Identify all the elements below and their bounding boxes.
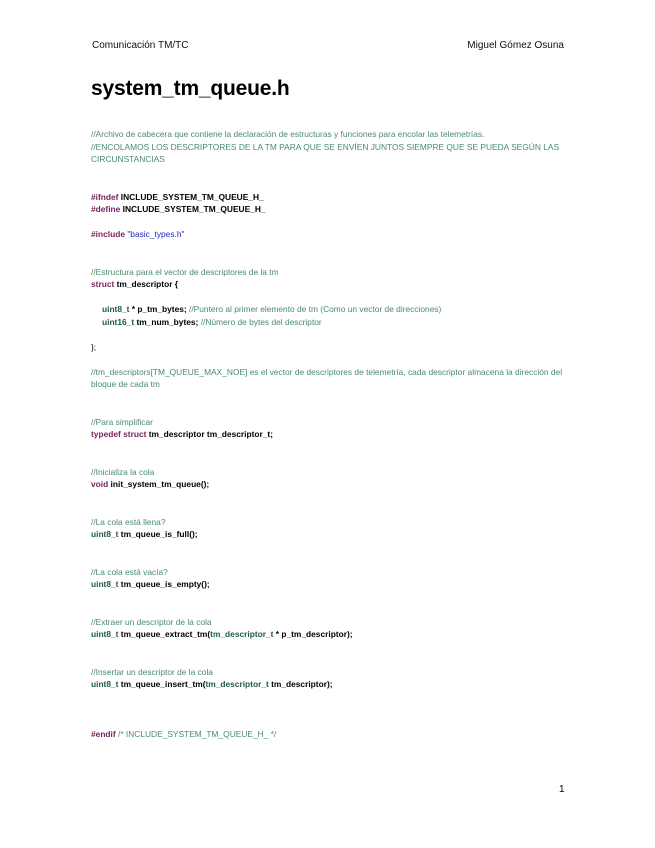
- type-name: tm_descriptor_t: [205, 679, 269, 689]
- type-name: tm_descriptor_t: [210, 629, 274, 639]
- code-line: [91, 278, 571, 291]
- inline-comment: //Número de bytes del descriptor: [200, 316, 322, 327]
- keyword: void: [91, 479, 109, 489]
- comment-line: //Archivo de cabecera que contiene la declaración de estructuras y funciones para encolar las telemetrías.: [91, 129, 485, 139]
- identifier: INCLUDE_SYSTEM_TM_QUEUE_H_: [122, 204, 266, 214]
- code-line: [91, 191, 571, 204]
- code-line: [91, 528, 571, 541]
- comment-line: //Para simplificar: [91, 416, 153, 427]
- code-line: [91, 728, 571, 741]
- identifier: tm_queue_is_empty();: [120, 579, 210, 589]
- code-line: [91, 303, 571, 316]
- keyword: struct: [91, 279, 115, 289]
- code-line: [91, 203, 571, 216]
- code-line: [91, 578, 571, 591]
- inline-comment: //Puntero al primer elemento de tm (Como un vector de direcciones): [189, 304, 442, 314]
- header-left: Comunicación TM/TC: [92, 40, 189, 51]
- code-line: [91, 678, 571, 691]
- comment-line: //Inicializa la cola: [91, 466, 155, 477]
- keyword: #include: [91, 229, 125, 239]
- type-name: uint16_t: [102, 316, 135, 327]
- identifier: * p_tm_bytes;: [131, 304, 187, 314]
- document-title: system_tm_queue.h: [91, 77, 290, 100]
- identifier: tm_queue_insert_tm(: [120, 679, 206, 689]
- comment-line: //La cola está vacía?: [91, 566, 168, 577]
- identifier: tm_num_bytes;: [136, 316, 199, 327]
- identifier: tm_queue_extract_tm(: [120, 629, 211, 639]
- code-line: [91, 316, 571, 329]
- string-literal: "basic_types.h": [127, 229, 185, 239]
- identifier: INCLUDE_SYSTEM_TM_QUEUE_H_: [120, 191, 264, 202]
- comment-line: //tm_descriptors[TM_QUEUE_MAX_NOE] es el vector de descriptores de telemetría, cada descriptor almacena la dirección del bloque de cada tm: [91, 366, 563, 389]
- comment-line: //Extraer un descriptor de la cola: [91, 616, 212, 627]
- page-number: 1: [559, 784, 565, 795]
- keyword: #define: [91, 204, 121, 214]
- code-line: [91, 228, 571, 241]
- identifier: tm_descriptor {: [116, 279, 179, 289]
- comment-line: //ENCOLAMOS LOS DESCRIPTORES DE LA TM PARA QUE SE ENVÍEN JUNTOS SIEMPRE QUE SE PUEDA SEGÚN LAS CIRCUNSTANCIAS: [91, 141, 560, 164]
- type-name: uint8_t: [91, 579, 119, 589]
- comment-line: //La cola está llena?: [91, 516, 166, 527]
- keyword: typedef: [91, 429, 121, 439]
- identifier: init_system_tm_queue();: [110, 479, 210, 489]
- type-name: uint8_t: [91, 529, 119, 539]
- code-listing: [91, 128, 571, 741]
- comment-line: //Estructura para el vector de descriptores de la tm: [91, 266, 279, 277]
- inline-comment: /* INCLUDE_SYSTEM_TM_QUEUE_H_ */: [118, 729, 277, 739]
- identifier: tm_descriptor tm_descriptor_t;: [148, 429, 273, 439]
- keyword: struct: [123, 429, 147, 439]
- keyword: #ifndef: [91, 191, 119, 202]
- comment-line: //Insertar un descriptor de la cola: [91, 666, 213, 677]
- type-name: uint8_t: [102, 304, 130, 314]
- identifier: tm_queue_is_full();: [120, 529, 198, 539]
- identifier: tm_descriptor);: [271, 679, 333, 689]
- type-name: uint8_t: [91, 629, 119, 639]
- code-line: [91, 628, 571, 641]
- code-line: [91, 478, 571, 491]
- identifier: * p_tm_descriptor);: [275, 629, 353, 639]
- keyword: #endif: [91, 729, 116, 739]
- code-line: [91, 428, 571, 441]
- header-right: Miguel Gómez Osuna: [467, 40, 564, 51]
- code-line: };: [91, 341, 97, 352]
- type-name: uint8_t: [91, 679, 119, 689]
